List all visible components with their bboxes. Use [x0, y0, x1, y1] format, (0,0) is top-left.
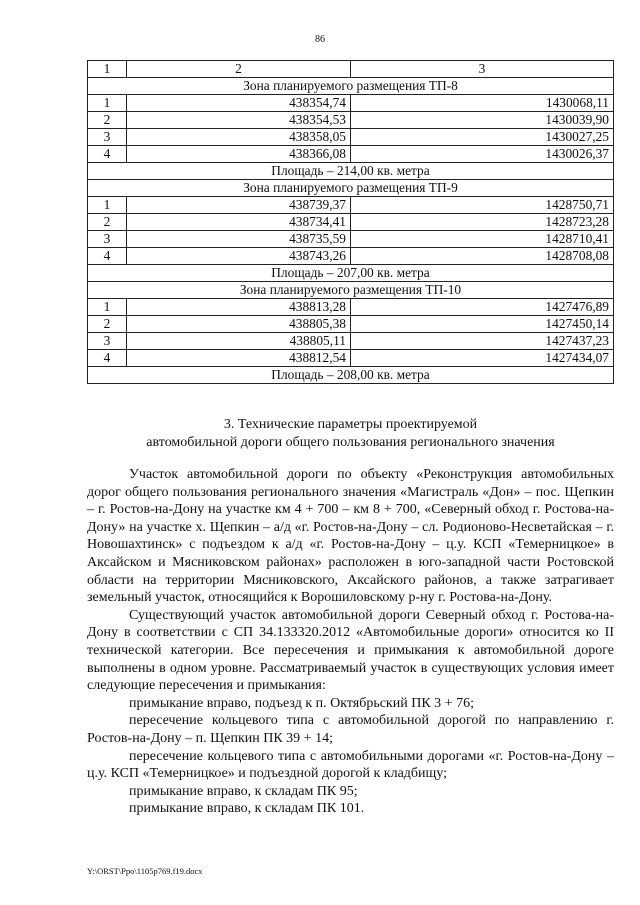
coord-x: 438739,37: [127, 197, 351, 214]
table-row: [88, 299, 614, 316]
coord-y: 1427450,14: [351, 316, 614, 333]
body-text: [87, 466, 614, 818]
table-row: [88, 146, 614, 163]
table-row: [88, 112, 614, 129]
coord-x: 438354,74: [127, 95, 351, 112]
coord-x: 438358,05: [127, 129, 351, 146]
zone-title: Зона планируемого размещения ТП-10: [88, 282, 614, 299]
coord-y: 1427437,23: [351, 333, 614, 350]
coord-x: 438354,53: [127, 112, 351, 129]
zone-title-row: [88, 180, 614, 197]
coord-y: 1427476,89: [351, 299, 614, 316]
coord-x: 438805,38: [127, 316, 351, 333]
zone-area: Площадь – 214,00 кв. метра: [88, 163, 614, 180]
coord-x: 438813,28: [127, 299, 351, 316]
zone-title: Зона планируемого размещения ТП-8: [88, 78, 614, 95]
zone-area: Площадь – 208,00 кв. метра: [88, 367, 614, 384]
coordinates-table: [87, 60, 614, 384]
point-index: 3: [88, 333, 127, 350]
header-cell-index: 1: [88, 61, 127, 78]
table-row: [88, 231, 614, 248]
list-item: примыкание вправо, к складам ПК 95;: [129, 783, 358, 799]
coord-x: 438734,41: [127, 214, 351, 231]
list-item: примыкание вправо, к складам ПК 101.: [129, 801, 365, 817]
coord-y: 1428708,08: [351, 248, 614, 265]
zone-area: Площадь – 207,00 кв. метра: [88, 265, 614, 282]
coord-y: 1428723,28: [351, 214, 614, 231]
point-index: 1: [88, 197, 127, 214]
table-row: [88, 248, 614, 265]
point-index: 2: [88, 316, 127, 333]
header-cell-y: 3: [351, 61, 614, 78]
page-number: 86: [315, 34, 325, 45]
coord-x: 438812,54: [127, 350, 351, 367]
zone-area-row: [88, 265, 614, 282]
coord-y: 1428750,71: [351, 197, 614, 214]
coord-y: 1430068,11: [351, 95, 614, 112]
point-index: 4: [88, 146, 127, 163]
coord-x: 438735,59: [127, 231, 351, 248]
point-index: 3: [88, 129, 127, 146]
coord-x: 438805,11: [127, 333, 351, 350]
point-index: 1: [88, 299, 127, 316]
coord-y: 1428710,41: [351, 231, 614, 248]
table-row: [88, 129, 614, 146]
zone-title: Зона планируемого размещения ТП-9: [88, 180, 614, 197]
table-row: [88, 350, 614, 367]
footer-file-path: Y:\ORST\Ppo\1105p769.f19.docx: [87, 866, 203, 876]
table-row: [88, 333, 614, 350]
point-index: 1: [88, 95, 127, 112]
coord-x: 438743,26: [127, 248, 351, 265]
coord-y: 1430026,37: [351, 146, 614, 163]
zone-area-row: [88, 163, 614, 180]
paragraph-location: Участок автомобильной дороги по объекту «Реконструкция автомобильных дорог общего пользования регионального значения «Магистраль «Дон» – пос. Щепкин – г. Ростов-на-Дону на участке км 4 + 700 – км 8 + 700, «Северный обход г. Ростова-на-Дону» на участке х. Щепкин – а/д «г. Ростов-на-Дону – сл. Родионово-Несветайская – г. Новошахтинск» с подъездом к а/д «г. Ростов-на-Дону – ц.у. КСП «Темерницкое» в Аксайском и Мясниковском районах» расположен в юго-западной части Ростовской области на территории Мясниковского, Аксайского районов, а также затрагивает земельный участок, относящийся к Ворошиловскому р-ну г. Ростова-на-Дону.: [87, 467, 614, 606]
point-index: 4: [88, 350, 127, 367]
header-cell-x: 2: [127, 61, 351, 78]
point-index: 3: [88, 231, 127, 248]
section-heading-line-2: автомобильной дороги общего пользования регионального значения: [146, 435, 555, 450]
coord-y: 1430027,25: [351, 129, 614, 146]
zone-title-row: [88, 78, 614, 95]
list-item: пересечение кольцевого типа с автомобильными дорогами «г. Ростов-на-Дону – ц.у. КСП «Темерницкое» и подъездной дорогой к кладбищу;: [87, 748, 614, 782]
list-item: пересечение кольцевого типа с автомобильной дорогой по направлению г. Ростов-на-Дону – п. Щепкин ПК 39 + 14;: [87, 713, 614, 746]
table-header-row: [88, 61, 614, 78]
paragraph-existing-road: Существующий участок автомобильной дороги Северный обход г. Ростова-на-Дону в соответствии с СП 34.133320.2012 «Автомобильные дороги» относится ко II технической категории. Все пересечения и примыкания к автомобильной дороге выполнены в одном уровне. Рассматриваемый участок в существующих условия имеет следующие пересечения и примыкания:: [87, 607, 614, 694]
section-heading-line-1: 3. Технические параметры проектируемой: [223, 417, 478, 432]
table-row: [88, 214, 614, 231]
coord-x: 438366,08: [127, 146, 351, 163]
table-row: [88, 197, 614, 214]
section-heading: [87, 416, 614, 452]
zone-area-row: [88, 367, 614, 384]
point-index: 2: [88, 112, 127, 129]
point-index: 2: [88, 214, 127, 231]
table-row: [88, 95, 614, 112]
point-index: 4: [88, 248, 127, 265]
zone-title-row: [88, 282, 614, 299]
coord-y: 1430039,90: [351, 112, 614, 129]
table-row: [88, 316, 614, 333]
list-item: примыкание вправо, подъезд к п. Октябрьский ПК 3 + 76;: [129, 695, 474, 711]
coord-y: 1427434,07: [351, 350, 614, 367]
